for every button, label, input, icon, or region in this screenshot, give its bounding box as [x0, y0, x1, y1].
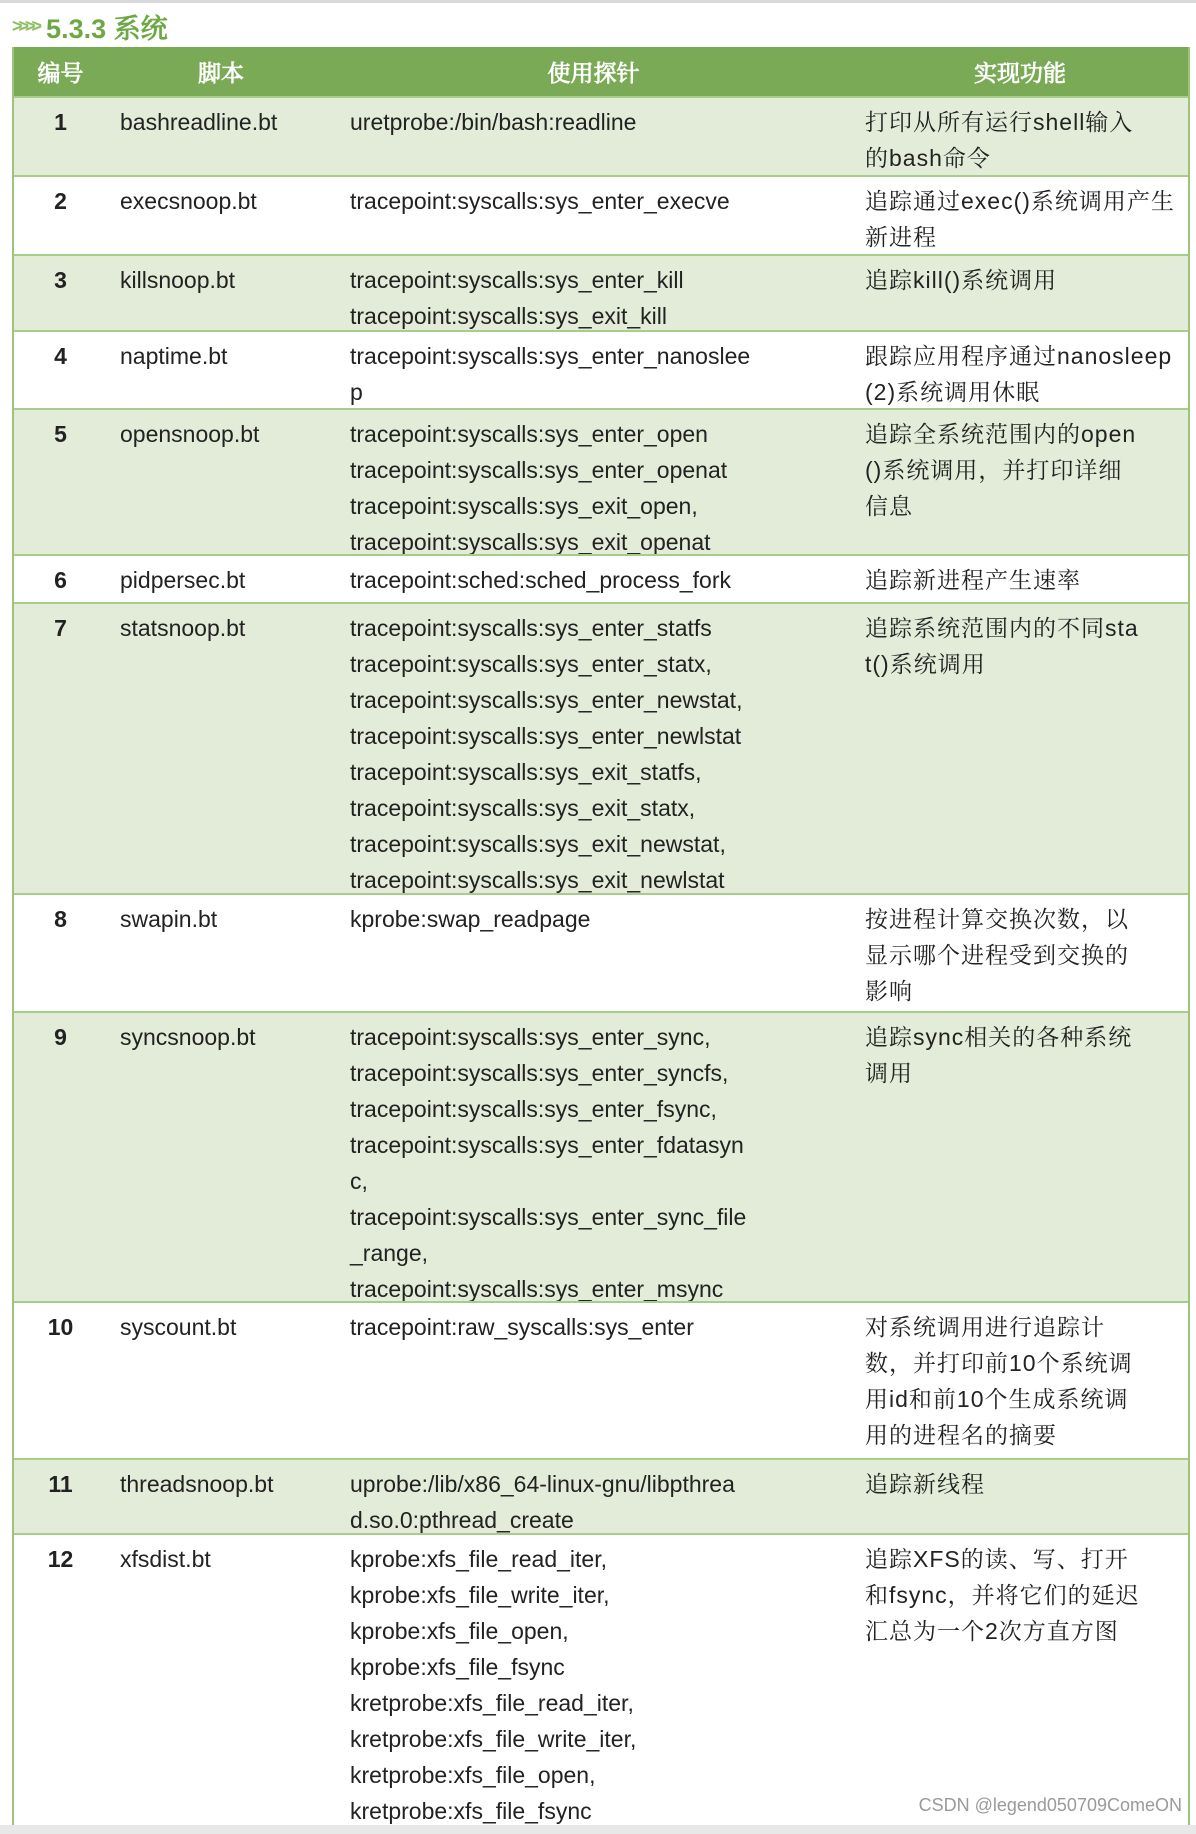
- table-row: [14, 554, 1188, 602]
- probe-list: [335, 416, 852, 554]
- probe-list: [335, 338, 852, 408]
- probe-line: tracepoint:sched:sched_process_fork: [350, 567, 731, 593]
- function-line: 的bash命令: [865, 145, 991, 171]
- probe-line: tracepoint:raw_syscalls:sys_enter: [350, 1314, 694, 1340]
- function-line: 追踪XFS的读、写、打开: [865, 1546, 1129, 1572]
- function-line: 追踪kill()系统调用: [865, 267, 1058, 293]
- probe-line: tracepoint:syscalls:sys_exit_statfs,: [350, 759, 702, 785]
- function-description: [852, 610, 1188, 893]
- script-name: pidpersec.bt: [120, 567, 246, 593]
- probe-line: tracepoint:syscalls:sys_enter_statfs: [350, 615, 712, 641]
- function-line: 新进程: [865, 224, 937, 250]
- function-description: [852, 338, 1188, 408]
- scripts-table: [12, 47, 1190, 1828]
- function-description: [852, 1019, 1188, 1301]
- function-line: (2)系统调用休眠: [865, 379, 1041, 405]
- probe-line: tracepoint:syscalls:sys_enter_fdatasyn: [350, 1132, 744, 1158]
- function-line: 数，并打印前10个系统调: [865, 1350, 1133, 1376]
- probe-line: d.so.0:pthread_create: [350, 1507, 574, 1533]
- function-description: [852, 183, 1188, 254]
- probe-line: kprobe:swap_readpage: [350, 906, 591, 932]
- function-line: 追踪sync相关的各种系统: [865, 1024, 1133, 1050]
- function-line: 影响: [865, 978, 913, 1004]
- function-line: 和fsync，并将它们的延迟: [865, 1582, 1140, 1608]
- function-description: [852, 104, 1188, 175]
- probe-list: [335, 262, 852, 330]
- table-row: [14, 602, 1188, 893]
- bottom-bar: [0, 1825, 1196, 1834]
- probe-line: tracepoint:syscalls:sys_exit_newstat,: [350, 831, 726, 857]
- probe-line: _range,: [350, 1240, 429, 1266]
- function-line: t()系统调用: [865, 651, 986, 677]
- function-description: [852, 901, 1188, 1011]
- row-number: 5: [54, 421, 67, 447]
- function-line: 用的进程名的摘要: [865, 1422, 1057, 1448]
- probe-list: [335, 183, 852, 254]
- script-name: bashreadline.bt: [120, 109, 278, 135]
- probe-line: tracepoint:syscalls:sys_exit_kill: [350, 303, 668, 329]
- probe-line: tracepoint:syscalls:sys_enter_open: [350, 421, 708, 447]
- table-row: [14, 175, 1188, 254]
- top-divider: [0, 0, 1196, 3]
- script-name: threadsnoop.bt: [120, 1471, 274, 1497]
- probe-line: tracepoint:syscalls:sys_enter_statx,: [350, 651, 712, 677]
- probe-line: tracepoint:syscalls:sys_enter_execve: [350, 188, 730, 214]
- function-description: [852, 1466, 1188, 1533]
- table-row: [14, 254, 1188, 330]
- script-name: xfsdist.bt: [120, 1546, 211, 1572]
- function-line: 追踪新进程产生速率: [865, 567, 1081, 593]
- function-line: 汇总为一个2次方直方图: [865, 1618, 1119, 1644]
- probe-list: [335, 1466, 852, 1533]
- probe-line: tracepoint:syscalls:sys_enter_newlstat: [350, 723, 742, 749]
- row-number: 6: [54, 567, 67, 593]
- probe-line: kretprobe:xfs_file_open,: [350, 1762, 596, 1788]
- probe-line: kretprobe:xfs_file_write_iter,: [350, 1726, 637, 1752]
- probe-line: tracepoint:syscalls:sys_exit_newlstat: [350, 867, 725, 893]
- row-number: 12: [47, 1546, 74, 1572]
- function-line: 用id和前10个生成系统调: [865, 1386, 1129, 1412]
- function-line: 追踪系统范围内的不同sta: [865, 615, 1139, 641]
- probe-line: tracepoint:syscalls:sys_exit_open,: [350, 493, 698, 519]
- probe-line: p: [350, 379, 363, 405]
- function-line: 追踪新线程: [865, 1471, 985, 1497]
- function-line: 按进程计算交换次数，以: [865, 906, 1129, 932]
- function-line: ()系统调用，并打印详细: [865, 457, 1123, 483]
- probe-line: kprobe:xfs_file_read_iter,: [350, 1546, 607, 1572]
- probe-line: tracepoint:syscalls:sys_exit_openat: [350, 529, 711, 554]
- script-name: naptime.bt: [120, 343, 228, 369]
- function-description: [852, 262, 1188, 330]
- row-number: 1: [54, 109, 67, 135]
- probe-list: [335, 1541, 852, 1825]
- probe-list: [335, 901, 852, 1011]
- script-name: killsnoop.bt: [120, 267, 236, 293]
- probe-list: [335, 562, 852, 602]
- probe-list: [335, 104, 852, 175]
- table-row: [14, 330, 1188, 408]
- probe-line: uretprobe:/bin/bash:readline: [350, 109, 637, 135]
- script-name: syscount.bt: [120, 1314, 237, 1340]
- row-number: 2: [54, 188, 67, 214]
- table-row: [14, 1011, 1188, 1301]
- watermark: CSDN @legend050709ComeON: [918, 1795, 1182, 1815]
- table-row: [14, 1301, 1188, 1458]
- probe-line: tracepoint:syscalls:sys_enter_fsync,: [350, 1096, 717, 1122]
- table-row: [14, 893, 1188, 1011]
- function-description: [852, 562, 1188, 602]
- table-row: [14, 1533, 1188, 1825]
- probe-line: kretprobe:xfs_file_fsync: [350, 1798, 592, 1824]
- function-line: 对系统调用进行追踪计: [865, 1314, 1105, 1340]
- probe-list: [335, 1309, 852, 1458]
- arrows-icon: >>>>: [12, 15, 39, 36]
- table-row: [14, 96, 1188, 175]
- probe-list: [335, 610, 852, 893]
- probe-line: tracepoint:syscalls:sys_enter_syncfs,: [350, 1060, 729, 1086]
- probe-line: tracepoint:syscalls:sys_enter_kill: [350, 267, 684, 293]
- function-description: [852, 416, 1188, 554]
- probe-line: c,: [350, 1168, 368, 1194]
- row-number: 9: [54, 1024, 67, 1050]
- row-number: 7: [54, 615, 67, 641]
- script-name: statsnoop.bt: [120, 615, 246, 641]
- function-line: 追踪全系统范围内的open: [865, 421, 1137, 447]
- table-row: [14, 408, 1188, 554]
- probe-line: kprobe:xfs_file_fsync: [350, 1654, 565, 1680]
- header-function: 实现功能: [974, 60, 1066, 86]
- table-row: [14, 1458, 1188, 1533]
- function-line: 跟踪应用程序通过nanosleep: [865, 343, 1173, 369]
- function-line: 显示哪个进程受到交换的: [865, 942, 1129, 968]
- section-title: [12, 8, 168, 44]
- function-line: 打印从所有运行shell输入: [865, 109, 1134, 135]
- row-number: 4: [54, 343, 67, 369]
- row-number: 8: [54, 906, 67, 932]
- script-name: syncsnoop.bt: [120, 1024, 256, 1050]
- function-line: 追踪通过exec()系统调用产生: [865, 188, 1175, 214]
- row-number: 10: [47, 1314, 74, 1340]
- row-number: 3: [54, 267, 67, 293]
- function-line: 调用: [865, 1060, 913, 1086]
- row-number: 11: [48, 1471, 73, 1497]
- function-description: [852, 1309, 1188, 1458]
- probe-list: [335, 1019, 852, 1301]
- probe-line: kretprobe:xfs_file_read_iter,: [350, 1690, 634, 1716]
- probe-line: tracepoint:syscalls:sys_enter_nanoslee: [350, 343, 751, 369]
- script-name: execsnoop.bt: [120, 188, 257, 214]
- probe-line: kprobe:xfs_file_write_iter,: [350, 1582, 610, 1608]
- section-heading: 5.3.3 系统: [46, 13, 168, 44]
- probe-line: tracepoint:syscalls:sys_exit_statx,: [350, 795, 696, 821]
- script-name: opensnoop.bt: [120, 421, 260, 447]
- header-number: 编号: [37, 60, 84, 86]
- probe-line: tracepoint:syscalls:sys_enter_msync: [350, 1276, 724, 1301]
- probe-line: tracepoint:syscalls:sys_enter_sync_file: [350, 1204, 747, 1230]
- table-header: [14, 47, 1188, 96]
- header-script: 脚本: [198, 60, 244, 86]
- probe-line: uprobe:/lib/x86_64-linux-gnu/libpthrea: [350, 1471, 735, 1497]
- probe-line: tracepoint:syscalls:sys_enter_openat: [350, 457, 728, 483]
- function-line: 信息: [865, 493, 913, 519]
- function-description: [852, 1541, 1188, 1825]
- probe-line: tracepoint:syscalls:sys_enter_newstat,: [350, 687, 743, 713]
- probe-line: kprobe:xfs_file_open,: [350, 1618, 569, 1644]
- probe-line: tracepoint:syscalls:sys_enter_sync,: [350, 1024, 711, 1050]
- header-probes: 使用探针: [547, 60, 640, 86]
- script-name: swapin.bt: [120, 906, 218, 932]
